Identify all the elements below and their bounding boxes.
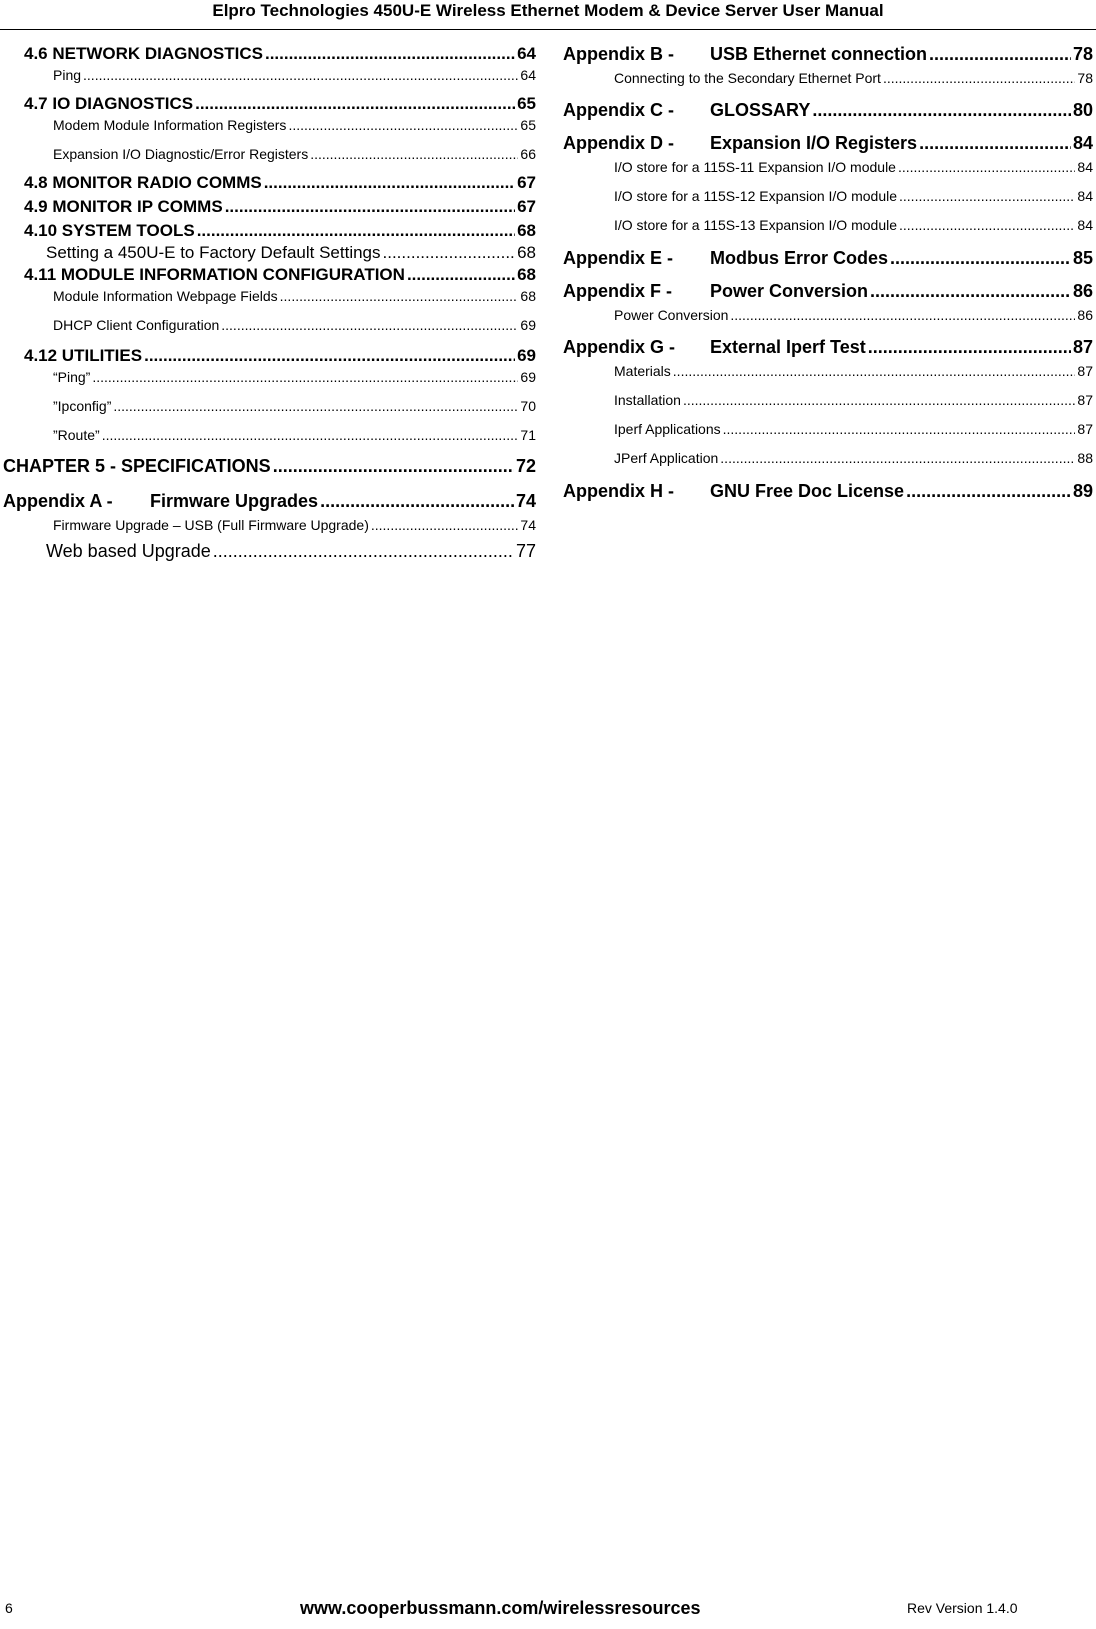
revision-label: Rev Version 1.4.0 — [907, 1600, 1018, 1616]
toc-entry[interactable]: Expansion I/O Diagnostic/Error Registers ..... 66 — [3, 146, 536, 162]
toc-entry[interactable]: 4.11 MODULE INFORMATION CONFIGURATION ..... 68 — [3, 265, 536, 285]
toc-entry[interactable]: 4.6 NETWORK DIAGNOSTICS ..... 64 — [3, 44, 536, 64]
toc-entry[interactable]: 4.9 MONITOR IP COMMS ..... 67 — [3, 197, 536, 217]
page-number: 6 — [5, 1600, 13, 1616]
manual-title: Elpro Technologies 450U-E Wireless Ethernet Modem & Device Server User Manual — [212, 1, 884, 20]
toc-entry[interactable]: Modem Module Information Registers ..... 65 — [3, 117, 536, 133]
toc-entry[interactable]: Iperf Applications ..... 87 — [563, 421, 1093, 437]
toc-entry[interactable]: Appendix D - Expansion I/O Registers ..... 84 — [563, 133, 1093, 154]
toc-entry[interactable]: DHCP Client Configuration ..... 69 — [3, 317, 536, 333]
toc-entry[interactable]: Setting a 450U-E to Factory Default Settings ..... 68 — [3, 243, 536, 263]
toc-left-column — [3, 30, 536, 562]
toc-entry[interactable]: Appendix A - Firmware Upgrades ..... 74 — [3, 491, 536, 512]
page-footer — [0, 1598, 1096, 1620]
toc-entry[interactable]: CHAPTER 5 - SPECIFICATIONS ..... 72 — [3, 456, 536, 477]
toc-right-column — [563, 30, 1093, 502]
footer-url-link[interactable]: www.cooperbussmann.com/wirelessresources — [300, 1598, 701, 1618]
toc-entry[interactable]: Module Information Webpage Fields ..... 68 — [3, 288, 536, 304]
toc-entry[interactable]: Appendix G - External Iperf Test ..... 87 — [563, 337, 1093, 358]
toc-entry[interactable]: ”Ipconfig” ..... 70 — [3, 398, 536, 414]
toc-entry[interactable]: Firmware Upgrade – USB (Full Firmware Upgrade) ..... 74 — [3, 517, 536, 533]
toc-entry[interactable]: Power Conversion ..... 86 — [563, 307, 1093, 323]
toc-entry[interactable]: Web based Upgrade ..... 77 — [3, 541, 536, 562]
toc-entry[interactable]: 4.7 IO DIAGNOSTICS ..... 65 — [3, 94, 536, 114]
toc-entry[interactable]: ”Route” ..... 71 — [3, 427, 536, 443]
toc-entry[interactable]: I/O store for a 115S-13 Expansion I/O module ..... 84 — [563, 217, 1093, 233]
toc-entry[interactable]: Materials ..... 87 — [563, 363, 1093, 379]
toc-entry[interactable]: Appendix F - Power Conversion ..... 86 — [563, 281, 1093, 302]
toc-entry[interactable]: Appendix C - GLOSSARY ..... 80 — [563, 100, 1093, 121]
toc-entry[interactable]: “Ping” ..... 69 — [3, 369, 536, 385]
toc-entry[interactable]: Ping ..... 64 — [3, 67, 536, 83]
toc-entry[interactable]: I/O store for a 115S-12 Expansion I/O module ..... 84 — [563, 188, 1093, 204]
toc-entry[interactable]: Appendix B - USB Ethernet connection ..... 78 — [563, 44, 1093, 65]
toc-entry[interactable]: Appendix E - Modbus Error Codes ..... 85 — [563, 248, 1093, 269]
toc-entry[interactable]: 4.8 MONITOR RADIO COMMS ..... 67 — [3, 173, 536, 193]
toc-entry[interactable]: Connecting to the Secondary Ethernet Port ..... 78 — [563, 70, 1093, 86]
toc-entry[interactable]: 4.12 UTILITIES ..... 69 — [3, 346, 536, 366]
page-header — [0, 0, 1096, 30]
toc-entry[interactable]: I/O store for a 115S-11 Expansion I/O module ..... 84 — [563, 159, 1093, 175]
toc-entry[interactable]: 4.10 SYSTEM TOOLS ..... 68 — [3, 221, 536, 241]
toc-entry[interactable]: JPerf Application ..... 88 — [563, 450, 1093, 466]
toc-entry[interactable]: Installation ..... 87 — [563, 392, 1093, 408]
toc-entry[interactable]: Appendix H - GNU Free Doc License ..... 89 — [563, 481, 1093, 502]
